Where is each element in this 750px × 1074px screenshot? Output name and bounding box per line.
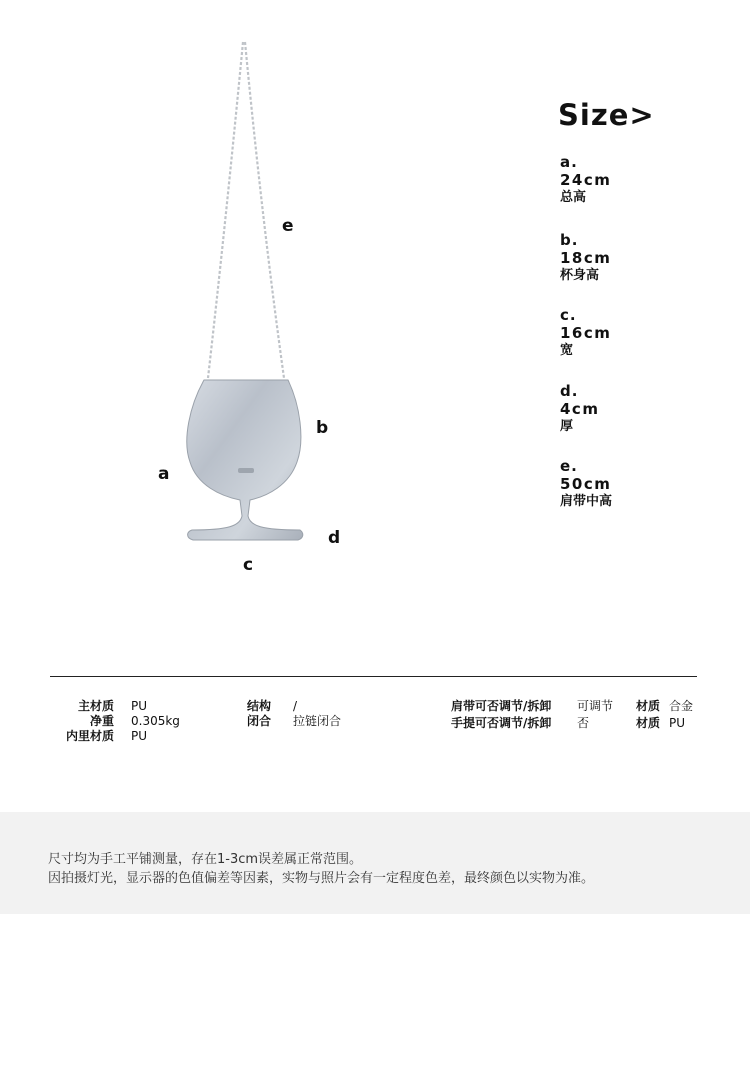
lining-value: PU <box>131 729 148 743</box>
diagram-label-a: a <box>158 464 170 484</box>
notice-box <box>0 812 750 914</box>
size-key: c. <box>560 306 577 324</box>
size-value: 18cm <box>560 249 612 267</box>
divider <box>50 676 697 677</box>
structure-label: 结构 <box>247 699 272 713</box>
size-key: e. <box>560 457 578 475</box>
handle-adjust-label: 手提可否调节/拆卸 <box>451 716 552 730</box>
diagram-label-c: c <box>243 555 254 575</box>
size-key: a. <box>560 153 578 171</box>
size-item-c <box>560 306 611 360</box>
handle-adjust-value: 否 <box>577 716 590 730</box>
size-desc: 杯身高 <box>560 268 600 283</box>
handle-material-value: PU <box>669 716 686 730</box>
notice-line-1: 尺寸均为手工平铺测量，存在1-3cm误差属正常范围。 <box>48 852 363 867</box>
notice-line-2: 因拍摄灯光，显示器的色值偏差等因素，实物与照片会有一定程度色差，最终颜色以实物为准。 <box>48 871 595 886</box>
chain-strap <box>208 42 284 378</box>
net-weight-label: 净重 <box>89 714 114 728</box>
structure-value: / <box>293 699 298 713</box>
size-desc: 厚 <box>560 419 574 434</box>
size-item-b <box>560 231 611 285</box>
handle-material-label: 材质 <box>636 716 661 730</box>
main-material-label: 主材质 <box>77 699 114 713</box>
size-key: d. <box>560 382 579 400</box>
main-material-value: PU <box>131 699 148 713</box>
size-desc: 宽 <box>560 343 574 358</box>
strap-material-label: 材质 <box>636 699 661 713</box>
closure-value: 拉链闭合 <box>293 714 342 728</box>
diagram-label-e: e <box>282 216 294 236</box>
size-value: 4cm <box>560 400 600 418</box>
size-desc: 总高 <box>560 190 587 205</box>
size-value: 24cm <box>560 171 612 189</box>
diagram-label-d: d <box>328 528 341 548</box>
size-value: 50cm <box>560 475 612 493</box>
size-item-a <box>560 153 611 207</box>
strap-adjust-label: 肩带可否调节/拆卸 <box>451 699 552 713</box>
size-item-d <box>560 382 599 436</box>
size-desc: 肩带中高 <box>560 494 613 509</box>
closure-label: 闭合 <box>247 714 272 728</box>
strap-material-value: 合金 <box>669 699 694 713</box>
net-weight-value: 0.305kg <box>131 714 180 728</box>
size-key: b. <box>560 231 579 249</box>
diagram-label-b: b <box>316 418 329 438</box>
strap-adjust-value: 可调节 <box>577 699 614 713</box>
bag-body <box>187 380 303 540</box>
size-item-e <box>560 457 612 511</box>
lining-label: 内里材质 <box>65 729 114 743</box>
size-title: Size> <box>558 98 655 132</box>
size-value: 16cm <box>560 324 612 342</box>
